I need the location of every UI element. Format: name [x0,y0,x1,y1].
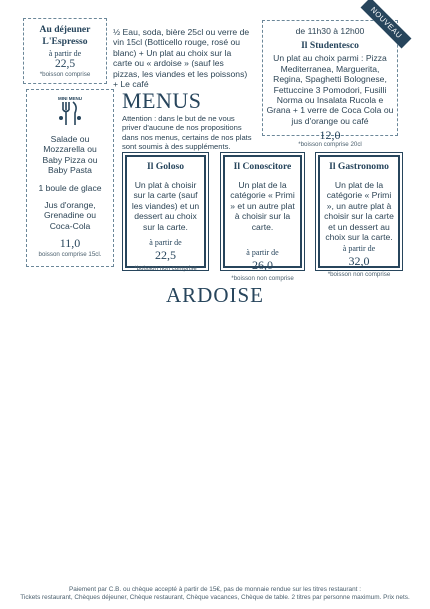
lunch-description: ½ Eau, soda, bière 25cl ou verre de vin 15cl (Botticello rouge, rosé ou blanc) + Un plat au choix sur la carte ou « ardoise » (sauf les pizzas, les viandes et les poissons) + Le café [113,27,250,90]
mini-menu-logo [53,96,87,130]
lunch-menu-box [23,18,107,84]
student-price: 12,0 [319,128,341,143]
card-from: à partir de [342,244,376,254]
menu-card-gastronomo [318,155,400,279]
card-description: Un plat de la catégorie « Primi », un autre plat à choisir sur la carte et un dessert au choix sur la carte. [324,180,394,243]
card-price: 32,0 [348,254,370,269]
card-note: *boisson non comprise [231,275,294,283]
card-price: 22,5 [155,248,176,263]
card-title: Il Gastronomo [329,161,389,172]
lunch-from: à partir de [48,49,82,58]
card-from: à partir de [246,248,279,258]
kids-note: boisson comprise 15cl. [38,251,102,259]
student-menu-box [262,20,398,149]
kids-item-3: Jus d'orange, Grenadine ou Coca-Cola [43,200,97,231]
card-note: *boisson non comprise [134,265,197,273]
ardoise-title: ARDOISE [165,283,264,307]
menu-card-goloso [125,155,206,273]
new-badge-label: NOUVEAU [368,5,404,41]
menus-intro: Attention : dans le but de ne vous priver d'aucune de nos propositions dans nos menus, certains de nos plats sont soumis à des suppléments. [122,114,252,152]
kids-item-2: 1 boule de glace [38,182,102,193]
student-hours: de 11h30 à 12h00 [295,26,365,36]
menus-title: MENUS [122,88,202,113]
lunch-title-1: Au déjeuner [39,24,91,35]
payment-line-1: Paiement par C.B. ou chèque accepté à partir de 15€, pas de monnaie rendue sur les titres restaurant : [68,586,361,593]
kids-menu-box [26,89,114,267]
card-description: Un plat à choisir sur la carte (sauf les viandes) et un dessert au choix sur la carte. [131,180,200,232]
card-from: à partir de [149,238,182,248]
fork-logo-icon [53,96,87,130]
kids-price: 11,0 [59,236,81,251]
card-title: Il Conoscitore [233,161,292,172]
payment-footer [0,586,430,602]
card-title: Il Goloso [146,161,185,172]
card-note: *boisson non comprise [327,271,391,279]
lunch-price: 22,5 [54,58,76,70]
mini-menu-logo-text: MINI MENU [58,96,82,101]
card-description: Un plat de la catégorie « Primi » et un autre plat à choisir sur la carte. [230,180,295,232]
lunch-note: *boisson comprise [39,71,91,78]
lunch-title-2: L'Espresso [42,36,88,47]
card-price: 26,0 [252,258,273,273]
student-description: Un plat au choix parmi : Pizza Mediterranea, Marguerita, Regina, Spaghetti Bolognese, Fettuccine 3 Pomodori, Fusilli Norma ou Insalata Rucola e Grana + 1 verre de Coca Cola ou jus d'orange ou café [266,53,394,126]
kids-item-1: Salade ou Mozzarella ou Baby Pizza ou Baby Pasta [42,134,98,176]
menu-card-conoscitore [223,155,302,283]
student-note: *boisson comprise 20cl [298,141,362,149]
payment-line-2: Tickets restaurant, Chèques déjeuner, Chèque restaurant, Chèque vacances, Chèque de table. 2 titres par personne maximum. Prix nets. [20,594,410,601]
student-title: Il Studentesco [301,40,359,52]
